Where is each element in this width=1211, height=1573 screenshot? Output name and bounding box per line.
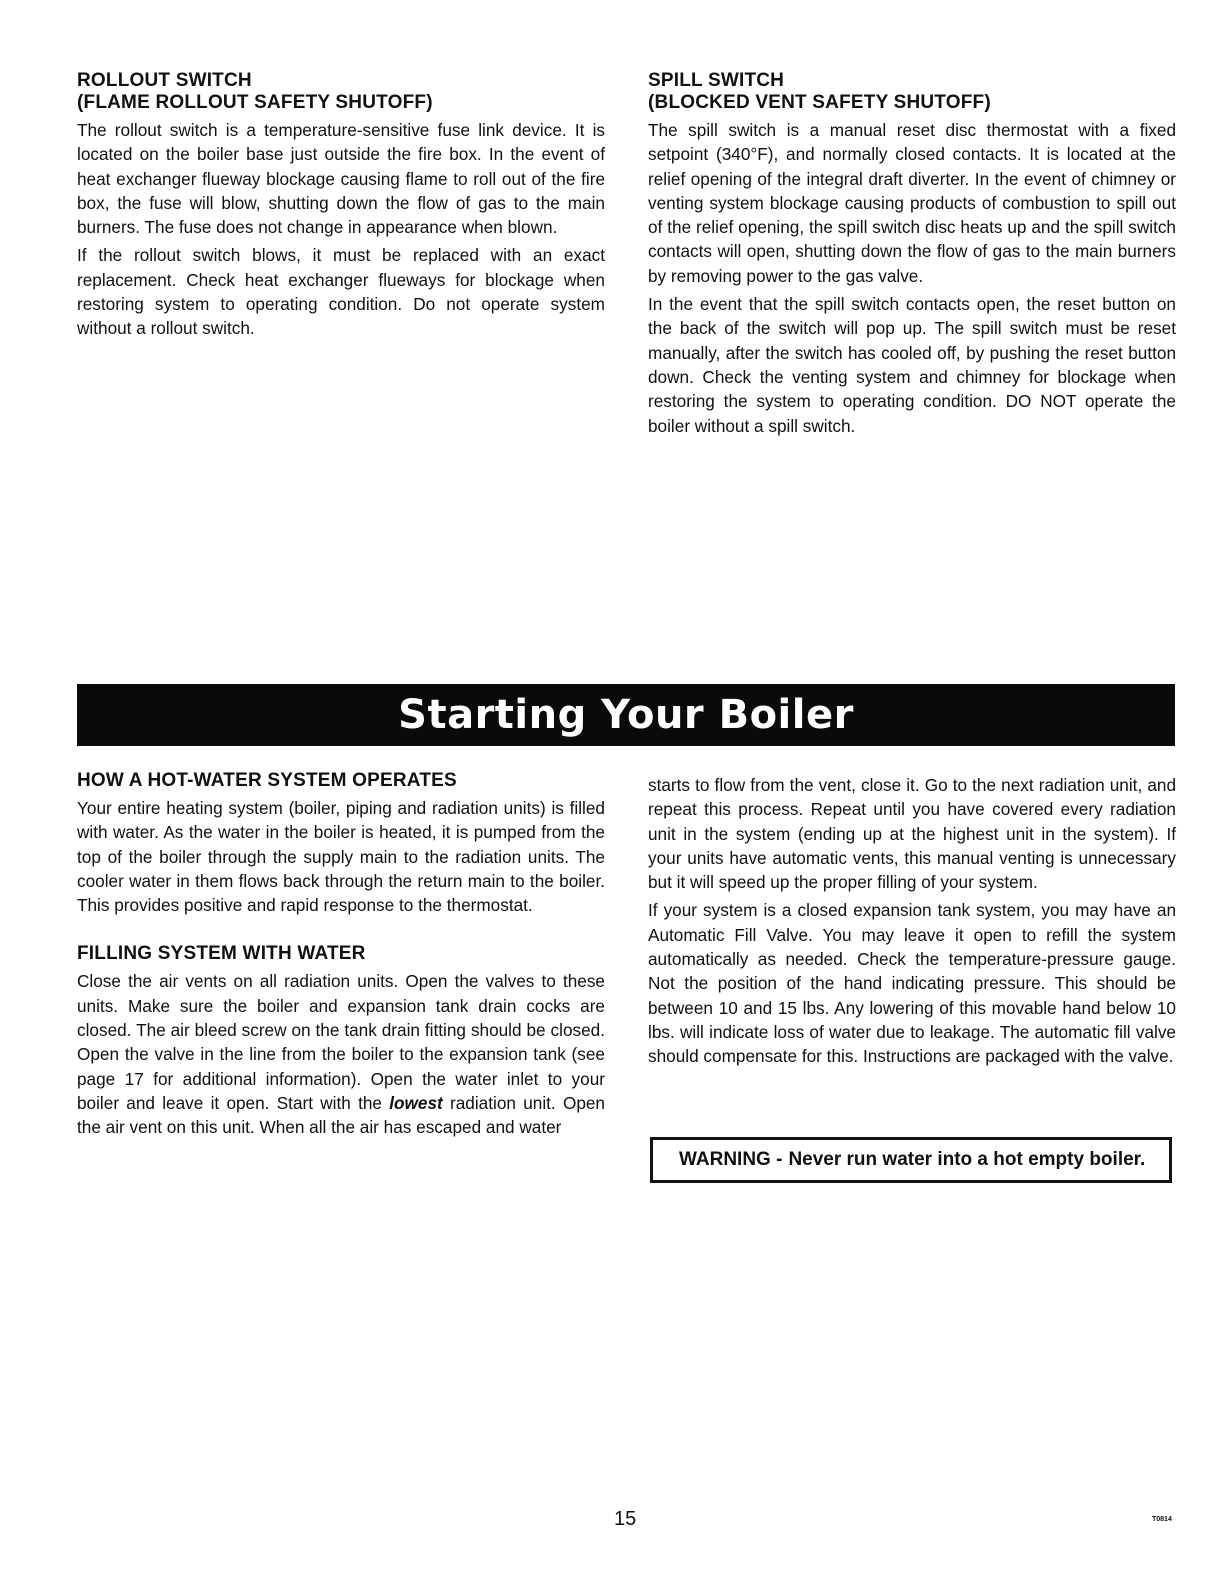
document-code: T0814 [1152, 1516, 1172, 1523]
rollout-title-line1: ROLLOUT SWITCH [77, 70, 252, 91]
filling-text-after: radiation unit. Open the air vent on this unit. When all the air has escaped and water [77, 1092, 605, 1138]
right-column-lower [648, 773, 1176, 1073]
section-banner [77, 684, 1175, 746]
page-number: 15 [614, 1508, 637, 1530]
filling-emphasis: lowest [389, 1092, 443, 1113]
spill-paragraph-1: The spill switch is a manual reset disc thermostat with a fixed setpoint (340°F), and normally closed contacts. It is located at the relief opening of the integral draft diverter. In the event of chimney or venting system blockage causing products of combustion to spill out of the relief opening, the spill switch disc heats up and the spill switch contacts will open, shutting down the flow of gas to the main burners by removing power to the gas valve. [648, 120, 1176, 286]
spill-paragraph-2: In the event that the spill switch contacts open, the reset button on the back of the switch will pop up. The spill switch must be reset manually, after the switch has cooled off, by pushing the reset button down. Check the venting system and chimney for blockage when restoring the system to operating condition. DO NOT operate the boiler without a spill switch. [648, 294, 1176, 436]
rollout-paragraph-2: If the rollout switch blows, it must be replaced with an exact replacement. Check heat exchanger flueways for blockage when restoring system to operating condition. Do not operate system without a rollout switch. [77, 245, 605, 339]
rollout-paragraph-1: The rollout switch is a temperature-sensitive fuse link device. It is located on the boiler base just outside the fire box. In the event of heat exchanger flueway blockage causing flame to roll out of the fire box, the fuse will blow, shutting down the flow of gas to the main burners. The fuse does not change in appearance when blown. [77, 120, 605, 238]
spill-title-line1: SPILL SWITCH [648, 70, 785, 91]
filling-text-before: Close the air vents on all radiation units. Open the valves to these units. Make sure the boiler and expansion tank drain cocks are closed. The air bleed screw on the tank drain fitting should be closed. Open the valve in the line from the boiler to the expansion tank (see page 17 for additional information). Open the water inlet to your boiler and leave it open. Start with the [77, 971, 605, 1113]
rollout-title-line2: (FLAME ROLLOUT SAFETY SHUTOFF) [77, 92, 433, 113]
banner-title: Starting Your Boiler [398, 692, 854, 738]
hot-water-title: HOW A HOT-WATER SYSTEM OPERATES [77, 770, 457, 791]
left-column-lower [77, 770, 605, 1144]
warning-lead: WARNING - [679, 1149, 783, 1170]
rollout-switch-section [77, 70, 605, 345]
spill-title-line2: (BLOCKED VENT SAFETY SHUTOFF) [648, 92, 991, 113]
spill-title [648, 70, 1176, 114]
hot-water-paragraph: Your entire heating system (boiler, piping and radiation units) is filled with water. As the water in the boiler is heated, it is pumped from the top of the boiler through the supply main to the radiation units. The cooler water in them flows back through the return main to the boiler. This provides positive and rapid response to the thermostat. [77, 798, 605, 916]
filling-paragraph [77, 969, 605, 1139]
filling-title: FILLING SYSTEM WITH WATER [77, 943, 366, 965]
rollout-title [77, 70, 605, 114]
spill-switch-section [648, 70, 1176, 442]
warning-text: Never run water into a hot empty boiler. [788, 1149, 1146, 1170]
fill-valve-paragraph: If your system is a closed expansion tank system, you may have an Automatic Fill Valve. You may leave it open to refill the system automatically as needed. Check the temperature-pressure gauge. Not the position of the hand indicating pressure. This should be between 10 and 15 lbs. Any lowering of this movable hand below 10 lbs. will indicate loss of water due to leakage. The automatic fill valve should compensate for this. Instructions are packaged with the valve. [648, 900, 1176, 1067]
warning-box [650, 1137, 1172, 1183]
filling-continued-paragraph: starts to flow from the vent, close it. Go to the next radiation unit, and repeat this process. Repeat until you have covered every radiation unit in the system (ending up at the highest unit in the system). If your units have automatic vents, this manual venting is unnecessary but it will speed up the proper filling of your system. [648, 775, 1176, 893]
